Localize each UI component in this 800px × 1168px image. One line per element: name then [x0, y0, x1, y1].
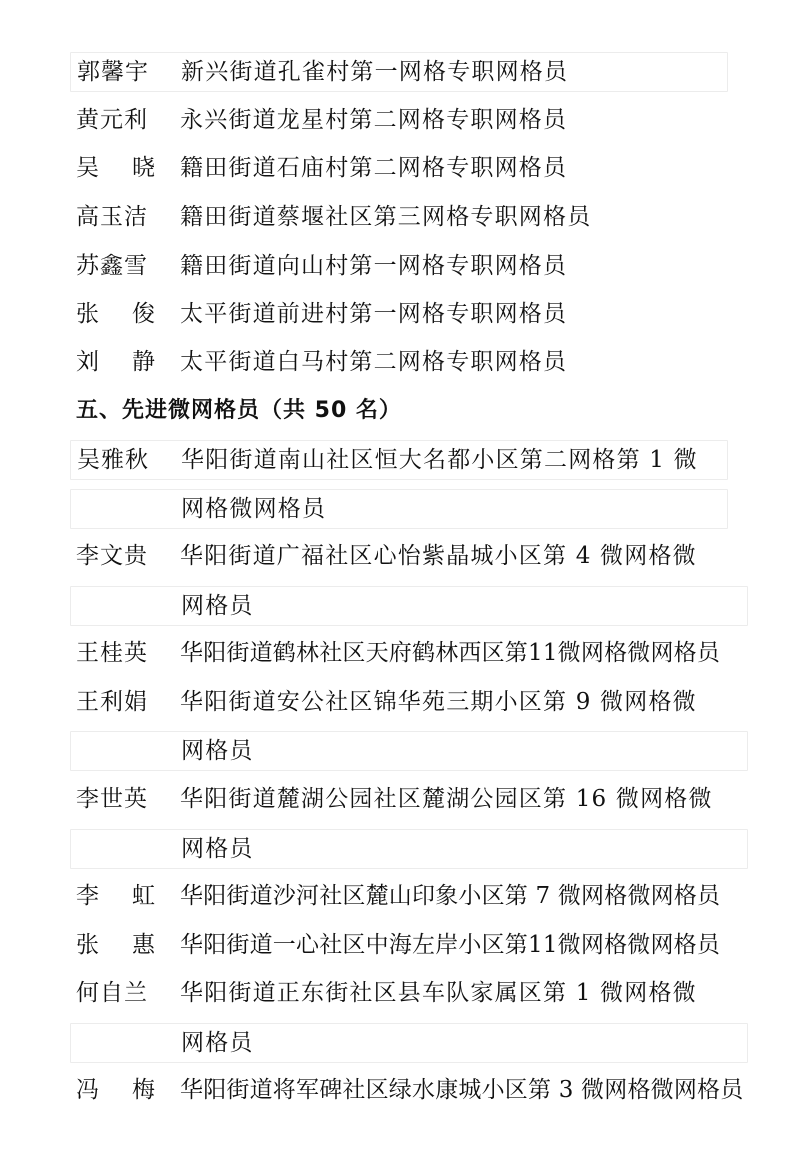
list-item [70, 149, 726, 187]
person-name [76, 149, 166, 187]
person-position: 籍田街道蔡堰社区第三网格专职网格员 [180, 204, 592, 230]
list-item [70, 247, 726, 285]
person-name-char: 刘 [76, 349, 99, 375]
person-name: 郭馨宇 [77, 59, 149, 85]
person-name-char: 惠 [132, 932, 155, 958]
person-position: 华阳街道将军碑社区绿水康城小区第 3 微网格微网格员 [180, 1077, 744, 1103]
person-position: 新兴街道孔雀村第一网格专职网格员 [181, 59, 569, 85]
person-position: 华阳街道沙河社区麓山印象小区第 7 微网格微网格员 [180, 883, 721, 909]
person-position-continued: 网格微网格员 [181, 496, 327, 522]
person-name-char: 李 [76, 883, 99, 909]
list-item [70, 343, 726, 381]
list-item-continuation [70, 731, 748, 771]
person-position: 华阳街道一心社区中海左岸小区第11微网格微网格员 [180, 932, 721, 958]
person-position: 华阳街道正东街社区县车队家属区第 1 微网格微 [180, 980, 697, 1006]
person-name-char: 张 [76, 932, 99, 958]
list-item [70, 52, 728, 92]
person-name: 吴雅秋 [77, 447, 149, 473]
list-item [70, 683, 746, 721]
list-item [70, 198, 726, 236]
person-name-char: 梅 [132, 1077, 155, 1103]
list-item [70, 295, 726, 333]
person-name: 王桂英 [76, 640, 148, 666]
person-name-char: 张 [76, 301, 99, 327]
person-name-char: 静 [132, 349, 155, 375]
list-item [70, 440, 728, 480]
list-item-continuation [70, 586, 748, 626]
list-item-continuation [70, 489, 728, 529]
list-item-continuation [70, 829, 748, 869]
person-position-continued: 网格员 [181, 836, 254, 862]
person-position: 籍田街道向山村第一网格专职网格员 [180, 253, 568, 279]
person-name-char: 俊 [132, 301, 155, 327]
person-position-continued: 网格员 [181, 1030, 254, 1056]
person-name-char: 吴 [76, 155, 99, 181]
person-name-char: 晓 [132, 155, 155, 181]
person-name [76, 926, 166, 964]
person-position: 太平街道前进村第一网格专职网格员 [180, 301, 568, 327]
list-item [70, 1071, 746, 1109]
person-name: 李世英 [76, 786, 148, 812]
section-heading: 五、先进微网格员（共 50 名） [76, 398, 402, 423]
person-name-char: 冯 [76, 1077, 99, 1103]
list-item [70, 537, 726, 575]
person-position: 华阳街道安公社区锦华苑三期小区第 9 微网格微 [180, 689, 697, 715]
person-name: 黄元利 [76, 107, 148, 133]
person-position: 籍田街道石庙村第二网格专职网格员 [180, 155, 568, 181]
person-name [76, 343, 166, 381]
list-item-continuation [70, 1023, 748, 1063]
list-item [70, 101, 726, 139]
person-name: 何自兰 [76, 980, 148, 1006]
person-name: 王利娟 [76, 689, 148, 715]
person-name: 高玉洁 [76, 204, 148, 230]
list-item [70, 877, 746, 915]
person-position-continued: 网格员 [181, 593, 254, 619]
list-item [70, 926, 746, 964]
person-name: 苏鑫雪 [76, 253, 148, 279]
person-name [76, 295, 166, 333]
list-item [70, 974, 746, 1012]
list-item [70, 780, 746, 818]
person-name [76, 877, 166, 915]
person-position: 华阳街道麓湖公园社区麓湖公园区第 16 微网格微 [180, 786, 713, 812]
person-name-char: 虹 [132, 883, 155, 909]
person-position: 华阳街道鹤林社区天府鹤林西区第11微网格微网格员 [180, 640, 721, 666]
person-position: 永兴街道龙星村第二网格专职网格员 [180, 107, 568, 133]
person-name [76, 1071, 166, 1109]
person-position: 太平街道白马村第二网格专职网格员 [180, 349, 568, 375]
person-position-continued: 网格员 [181, 738, 254, 764]
list-item [70, 634, 746, 672]
person-name: 李文贵 [76, 543, 148, 569]
person-position: 华阳街道广福社区心怡紫晶城小区第 4 微网格微 [180, 543, 697, 569]
person-position: 华阳街道南山社区恒大名都小区第二网格第 1 微 [181, 447, 698, 473]
